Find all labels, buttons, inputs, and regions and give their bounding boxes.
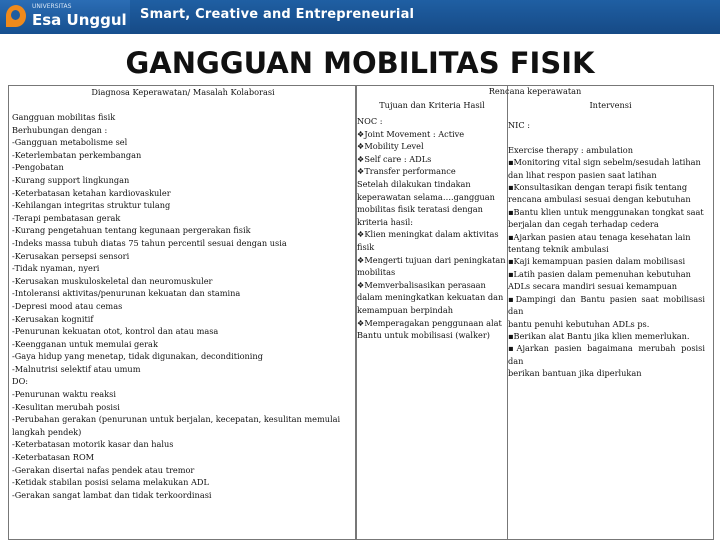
diagnosis-line: -Indeks massa tubuh diatas 75 tahun percentil sesuai dengan usia [12, 237, 287, 248]
diagnosis-line: -Penurunan kekuatan otot, kontrol dan atau masa [12, 326, 219, 337]
outcomes-column [356, 85, 508, 540]
intervention-line: NIC : [508, 120, 531, 130]
intervention-column [507, 85, 714, 540]
diagnosis-line: -Terapi pembatasan gerak [12, 212, 121, 223]
diagnosis-line: -Pengobatan [12, 162, 64, 173]
outcome-line: fisik [357, 241, 375, 252]
intervention-line: ▪Ajarkan pasien bagaimana merubah posisi dan [508, 343, 705, 366]
intervention-line: rencana ambulasi sesuai dengan kebutuhan [508, 194, 691, 205]
diagnosis-line: -Keterbatasan ROM [12, 452, 95, 463]
intervention-line: ▪Ajarkan pasien atau tenaga kesehatan lain [508, 231, 691, 242]
diagnosis-line: -Malnutrisi selektif atau umum [12, 363, 141, 374]
outcome-line: ❖Mengerti tujuan dari peningkatan [357, 254, 506, 265]
intervention-list [508, 119, 705, 380]
intervention-line: dan lihat respon pasien saat latihan [508, 169, 657, 180]
logo-small-text: UNIVERSITAS [32, 3, 72, 10]
outcome-line: mobilitas [357, 267, 396, 278]
plan-group-header: Rencana keperawatan [488, 86, 582, 96]
logo-mark-icon [6, 5, 26, 27]
outcomes-list [357, 115, 509, 342]
outcome-line: ❖Self care : ADLs [357, 153, 432, 164]
logo-name: Esa Unggul [32, 11, 127, 29]
outcome-line: Setelah dilakukan tindakan [357, 178, 471, 189]
outcome-line: ❖Klien meningkat dalam aktivitas [357, 229, 499, 240]
diagnosis-line: -Kerusakan persepsi sensori [12, 250, 130, 261]
diagnosis-line: -Kehilangan integritas struktur tulang [12, 200, 171, 211]
outcome-line: Bantu untuk mobilisasi (walker) [357, 330, 490, 341]
outcome-line: ❖Memperagakan penggunaan alat [357, 317, 502, 328]
diagnosis-line: -Gerakan sangat lambat dan tidak terkoordinasi [12, 489, 212, 500]
outcome-line: ❖Memverbalisasikan perasaan [357, 279, 486, 290]
diagnosis-line: -Depresi mood atau cemas [12, 300, 123, 311]
intervention-line: bantu penuhi kebutuhan ADLs ps. [508, 318, 650, 329]
intervention-line: Exercise therapy : ambulation [508, 144, 634, 155]
outcome-line: ❖Mobility Level [357, 141, 424, 152]
slide-title: GANGGUAN MOBILITAS FISIK [125, 46, 595, 80]
diagnosis-line: -Perubahan gerakan (penurunan untuk berjalan, kecepatan, kesulitan memulai [12, 414, 341, 425]
diagnosis-line: -Intoleransi aktivitas/penurunan kekuatan dan stamina [12, 288, 241, 299]
intervention-line: berjalan dan cegah terhadap cedera [508, 219, 659, 230]
diagnosis-line: -Gerakan disertai nafas pendek atau tremor [12, 464, 195, 475]
outcome-line: ❖Joint Movement : Active [357, 128, 465, 139]
university-logo [0, 0, 130, 34]
intervention-line: ▪Dampingi dan Bantu pasien saat mobilisasi dan [508, 293, 705, 317]
diagnosis-line: -Kerusakan muskuloskeletal dan neuromuskuler [12, 275, 213, 286]
diagnosis-line: -Keengganan untuk memulai gerak [12, 338, 158, 349]
outcome-line: dalam meningkatkan kekuatan dan [357, 292, 504, 303]
intervention-line: berikan bantuan jika diperlukan [508, 368, 642, 379]
nursing-plan-table [8, 85, 714, 540]
outcome-line: kemampuan berpindah [357, 304, 454, 315]
intervention-line: ▪Kaji kemampuan pasien dalam mobilisasi [508, 256, 686, 267]
intervention-line: ▪Latih pasien dalam pemenuhan kebutuhan [508, 268, 691, 279]
intervention-line: ▪Konsultasikan dengan terapi fisik tentang [508, 182, 688, 193]
outcome-line: mobilitas fisik teratasi dengan [357, 204, 483, 215]
diagnosis-line: DO: [12, 376, 29, 387]
diagnosis-line: Berhubungan dengan : [12, 124, 108, 135]
outcome-line: ❖Transfer performance [357, 166, 456, 177]
intervention-line: tentang teknik ambulasi [508, 244, 609, 255]
header-banner [0, 0, 720, 34]
diagnosis-line: -Gaya hidup yang menetap, tidak digunakan, deconditioning [12, 351, 263, 362]
intervention-line: ▪Monitoring vital sign sebelm/sesudah latihan [508, 157, 701, 168]
diagnosis-line: langkah pendek) [12, 426, 82, 437]
diagnosis-line: -Penurunan waktu reaksi [12, 389, 116, 400]
diagnosis-list [12, 111, 354, 501]
tagline: Smart, Creative and Entrepreneurial [140, 7, 415, 22]
diagnosis-line: Gangguan mobilitas fisik [12, 112, 116, 122]
outcome-line: keperawatan selama….gangguan [357, 191, 495, 202]
outcome-line: NOC : [357, 116, 383, 126]
diagnosis-line: -Keterbatasan ketahan kardiovaskuler [12, 187, 171, 198]
diagnosis-line: -Kerusakan kognitif [12, 313, 94, 324]
intervention-line [508, 131, 705, 143]
diagnosis-line: -Ketidak stabilan posisi selama melakukan ADL [12, 477, 209, 488]
intervention-header: Intervensi [589, 100, 632, 110]
diagnosis-line: -Kurang support lingkungan [12, 174, 130, 185]
outcomes-header: Tujuan dan Kriteria Hasil [379, 100, 485, 110]
diagnosis-line: -Keterbatasan motorik kasar dan halus [12, 439, 174, 450]
diagnosis-header: Diagnosa Keperawatan/ Masalah Kolaborasi [91, 87, 275, 97]
intervention-line: ▪Bantu klien untuk menggunakan tongkat saat [508, 206, 704, 217]
diagnosis-line: -Keterlembatan perkembangan [12, 149, 142, 160]
intervention-line: ▪Berikan alat Bantu jika klien memerlukan. [508, 330, 690, 341]
diagnosis-line: -Kurang pengetahuan tentang kegunaan pergerakan fisik [12, 225, 251, 236]
diagnosis-line: -Tidak nyaman, nyeri [12, 263, 100, 274]
diagnosis-line: -Gangguan metabolisme sel [12, 137, 128, 148]
outcome-line: kriteria hasil: [357, 216, 413, 227]
diagnosis-column [8, 85, 356, 540]
diagnosis-line: -Kesulitan merubah posisi [12, 401, 120, 412]
intervention-line: ADLs secara mandiri sesuai kemampuan [508, 281, 678, 292]
